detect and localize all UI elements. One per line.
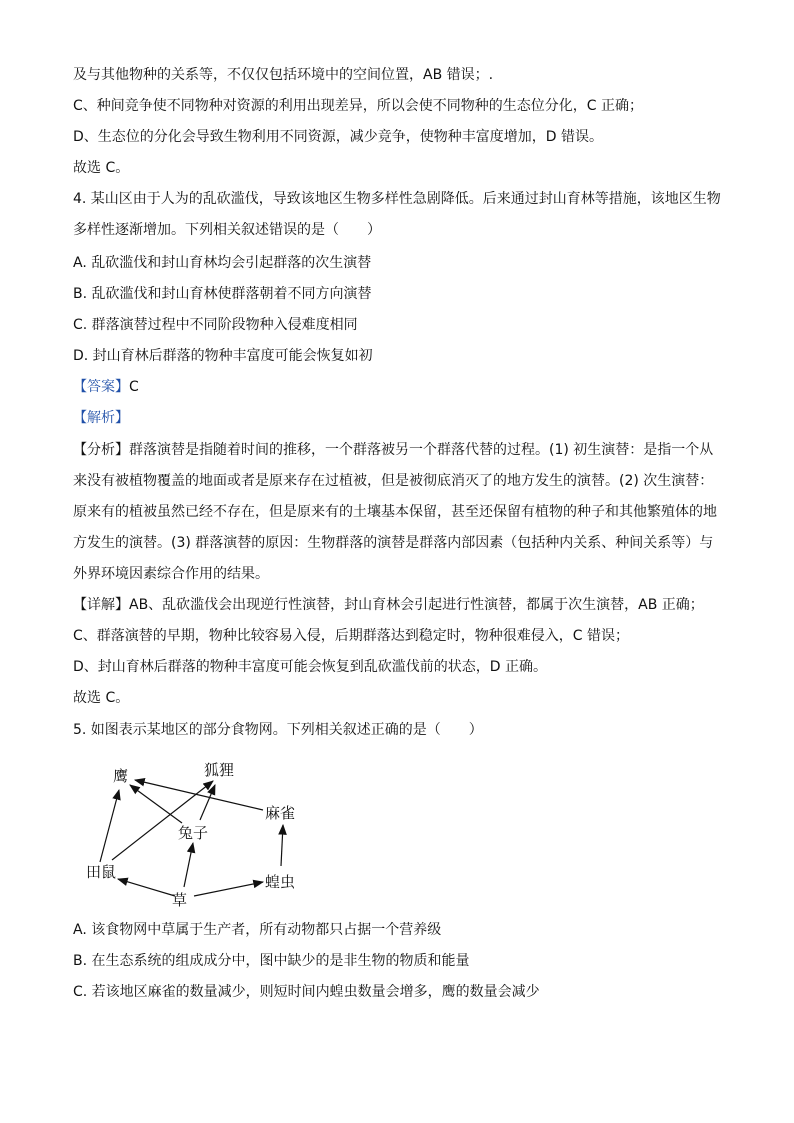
previous-answer-line-1: 及与其他物种的关系等，不仅仅包括环境中的空间位置，AB 错误；. <box>73 67 494 83</box>
analysis-heading <box>73 408 129 428</box>
question-5-option-c: C. 若该地区麻雀的数量减少，则短时间内蝗虫数量会增多，鹰的数量会减少 <box>73 984 540 1000</box>
previous-conclusion: 故选 C。 <box>73 160 130 176</box>
edge-grass-vole <box>118 879 175 896</box>
question-4-option-c: C. 群落演替过程中不同阶段物种入侵难度相同 <box>73 317 358 333</box>
fenxi-line-5: 外界环境因素综合作用的结果。 <box>73 566 269 582</box>
node-rabbit: 兔子 <box>178 824 209 842</box>
fenxi-tag: 【分析】 <box>73 442 129 458</box>
question-5-stem: 5. 如图表示某地区的部分食物网。下列相关叙述正确的是（ ） <box>73 722 483 738</box>
answer-line <box>73 377 139 397</box>
edge-sparrow-eagle <box>135 780 263 810</box>
analysis-tag: 【解析】 <box>73 410 129 426</box>
answer-tag: 【答案】 <box>73 379 129 395</box>
question-4-option-a: A. 乱砍滥伐和封山育林均会引起群落的次生演替 <box>73 255 372 271</box>
node-locust: 蝗虫 <box>265 873 296 891</box>
question-4-stem-line-1: 4. 某山区由于人为的乱砍滥伐，导致该地区生物多样性急剧降低。后来通过封山育林等措施，该地区生物 <box>73 191 721 207</box>
edge-vole-fox <box>112 781 213 860</box>
edge-rabbit-eagle <box>130 785 182 823</box>
question-4-stem-line-2: 多样性逐渐增加。下列相关叙述错误的是（ ） <box>73 222 381 238</box>
question-5-option-a: A. 该食物网中草属于生产者，所有动物都只占据一个营养级 <box>73 922 442 938</box>
edge-grass-rabbit <box>184 843 193 887</box>
question-5-option-b: B. 在生态系统的组成成分中，图中缺少的是非生物的物质和能量 <box>73 953 470 969</box>
answer-value: C <box>129 379 139 395</box>
edge-rabbit-fox <box>200 785 215 820</box>
xiangjie-line-3: D、封山育林后群落的物种丰富度可能会恢复到乱砍滥伐前的状态，D 正确。 <box>73 659 548 675</box>
edge-grass-locust <box>194 882 263 896</box>
fenxi-line-3: 原来有的植被虽然已经不存在，但是原来有的土壤基本保留，甚至还保留有植物的种子和其他繁殖体的地 <box>73 504 717 520</box>
question-4-option-b: B. 乱砍滥伐和封山育林使群落朝着不同方向演替 <box>73 286 372 302</box>
node-grass: 草 <box>172 891 188 909</box>
question-4-option-d: D. 封山育林后群落的物种丰富度可能会恢复如初 <box>73 348 373 364</box>
fenxi-line-2: 来没有被植物覆盖的地面或者是原来存在过植被，但是被彻底消灭了的地方发生的演替。(2) 次生演替： <box>73 473 714 489</box>
edge-vole-eagle <box>100 790 119 862</box>
node-eagle: 鹰 <box>113 767 129 785</box>
xiangjie-line-1 <box>73 595 704 615</box>
question-4-conclusion: 故选 C。 <box>73 690 130 706</box>
node-fox: 狐狸 <box>204 761 235 779</box>
fenxi-line-4: 方发生的演替。(3) 群落演替的原因：生物群落的演替是群落内部因素（包括种内关系、种间关系等）与 <box>73 535 714 551</box>
xiangjie-line-2: C、群落演替的早期，物种比较容易入侵，后期群落达到稳定时，物种很难侵入，C 错误； <box>73 628 629 644</box>
xiangjie-text-1: AB、乱砍滥伐会出现逆行性演替，封山育林会引起进行性演替，都属于次生演替，AB 正确； <box>129 597 704 613</box>
fenxi-text-1: 群落演替是指随着时间的推移，一个群落被另一个群落代替的过程。(1) 初生演替：是指一个从 <box>129 442 714 458</box>
xiangjie-tag: 【详解】 <box>73 597 129 613</box>
fenxi-line-1 <box>73 440 713 460</box>
edge-locust-sparrow <box>281 825 283 866</box>
node-vole: 田鼠 <box>86 863 117 881</box>
previous-answer-line-3: D、生态位的分化会导致生物利用不同资源，减少竞争，使物种丰富度增加，D 错误。 <box>73 129 604 145</box>
node-sparrow: 麻雀 <box>265 804 296 822</box>
previous-answer-line-2: C、种间竞争使不同物种对资源的利用出现差异，所以会使不同物种的生态位分化，C 正确； <box>73 98 643 114</box>
